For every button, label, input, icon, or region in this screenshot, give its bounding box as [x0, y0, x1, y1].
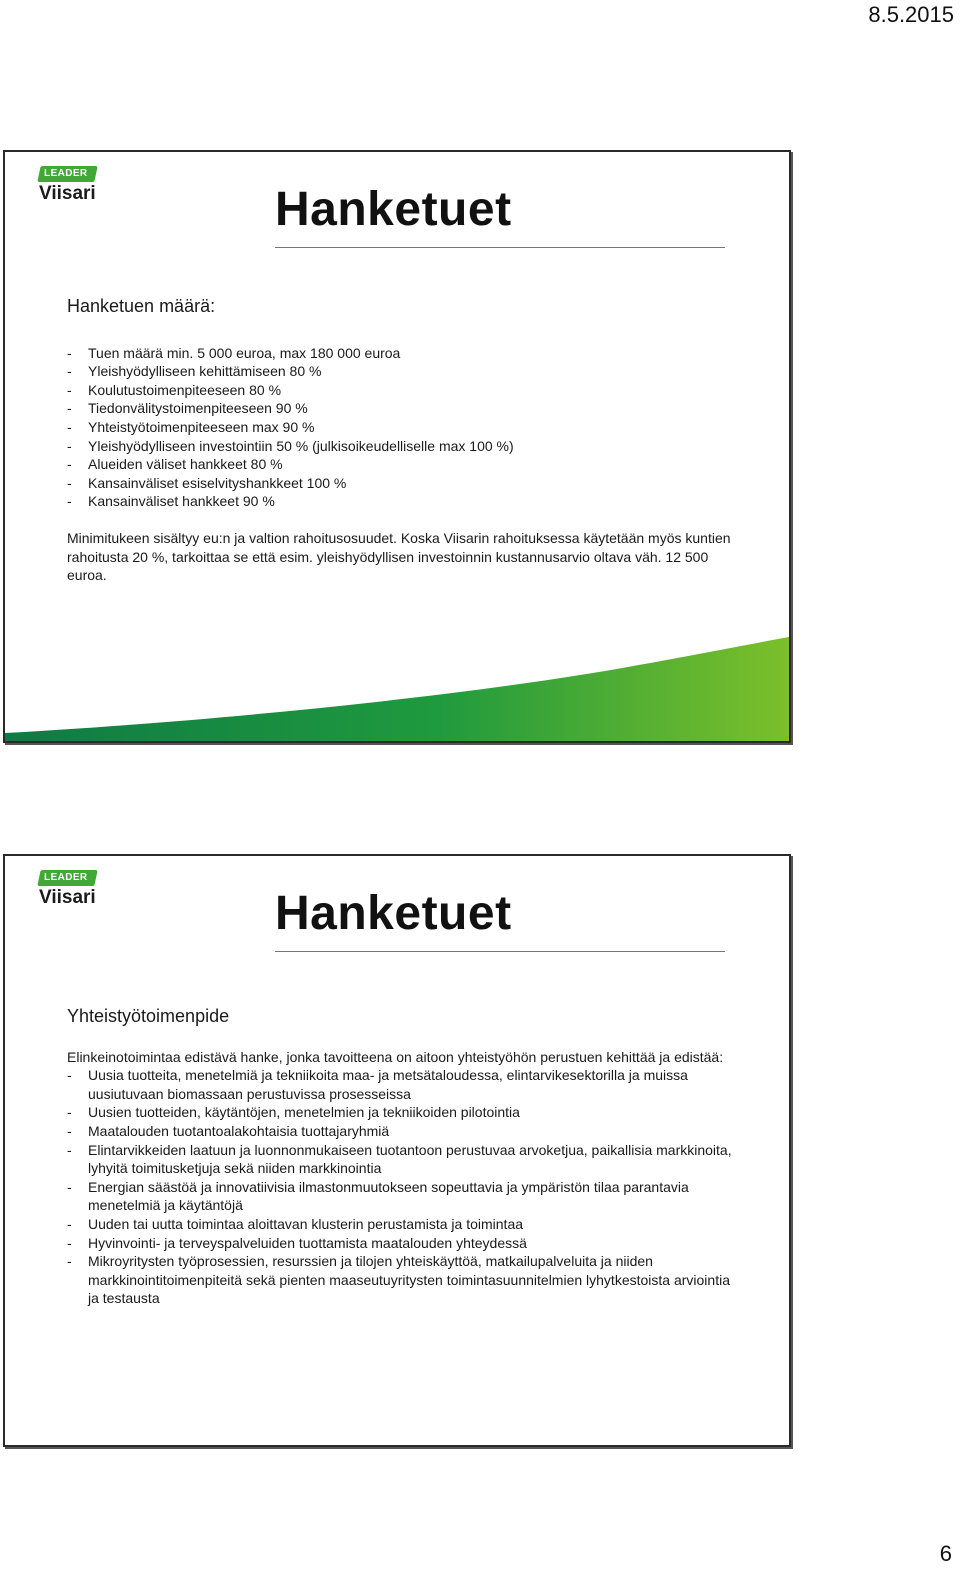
title-divider: [275, 951, 725, 952]
list-item: - Koulutustoimenpiteeseen 80 %: [67, 381, 737, 400]
intro-paragraph: Elinkeinotoimintaa edistävä hanke, jonka tavoitteena on aitoon yhteistyöhön perustuen kehittää ja edistää:: [67, 1048, 724, 1065]
list-item: - Hyvinvointi- ja terveyspalveluiden tuottamista maatalouden yhteydessä: [67, 1234, 737, 1253]
viisari-logo: [37, 166, 117, 210]
leader-badge: LEADER: [37, 870, 97, 886]
list-item: - Kansainväliset esiselvityshankkeet 100 %: [67, 474, 737, 493]
logo-name: Viisari: [39, 183, 96, 204]
bullet-list: [67, 1066, 737, 1308]
list-item: - Maatalouden tuotantoalakohtaisia tuottajaryhmiä: [67, 1122, 737, 1141]
list-item: - Yleishyödylliseen kehittämiseen 80 %: [67, 362, 737, 381]
section-heading: Hanketuen määrä:: [67, 296, 216, 316]
slide-content: [67, 297, 737, 585]
leader-badge: LEADER: [37, 166, 97, 182]
slide-2: [3, 854, 791, 1447]
list-item: - Alueiden väliset hankkeet 80 %: [67, 455, 737, 474]
page-date: 8.5.2015: [868, 2, 954, 27]
list-item: - Uusia tuotteita, menetelmiä ja tekniikoita maa- ja metsätaloudessa, elintarvikesektorilla ja muissa uusiutuvaan biomassaan perustuvissa prosesseissa: [67, 1066, 737, 1103]
list-item: - Elintarvikkeiden laatuun ja luonnonmukaiseen tuotantoon perustuvaa arvoketjua, paikallisia markkinoita, lyhyitä toimitusketjuja sekä niiden markkinointia: [67, 1141, 737, 1178]
slide-title: Hanketuet: [275, 183, 512, 236]
list-item: - Yleishyödylliseen investointiin 50 % (julkisoikeudelliselle max 100 %): [67, 437, 737, 456]
viisari-logo: [37, 870, 117, 914]
section-heading: Yhteistyötoimenpide: [67, 1006, 230, 1026]
list-item: - Uuden tai uutta toimintaa aloittavan klusterin perustamista ja toimintaa: [67, 1215, 737, 1234]
slide-title: Hanketuet: [275, 887, 512, 940]
list-item: - Tiedonvälitystoimenpiteeseen 90 %: [67, 399, 737, 418]
list-item: - Energian säästöä ja innovatiivisia ilmastonmuutokseen sopeuttavia ja ympäristön tilaa parantavia menetelmiä ja käytäntöjä: [67, 1178, 737, 1215]
list-item: - Mikroyritysten työprosessien, resurssien ja tilojen yhteiskäyttöä, matkailupalveluita ja niiden markkinointitoimenpiteitä sekä pienten maaseutuyritysten toimintasuunnitelmien lyhytkestoista arviointia ja testausta: [67, 1252, 737, 1308]
funding-note: Minimitukeen sisältyy eu:n ja valtion rahoitusosuudet. Koska Viisarin rahoituksessa käytetään myös kuntien rahoitusta 20 %, tarkoittaa se että esim. yleishyödyllisen investoinnin kustannusarvio oltava väh. 12 500 euroa.: [67, 529, 731, 584]
list-item: - Yhteistyötoimenpiteeseen max 90 %: [67, 418, 737, 437]
slide-content: [67, 1007, 737, 1308]
page-number: 6: [939, 1541, 952, 1566]
list-item: - Uusien tuotteiden, käytäntöjen, menetelmien ja tekniikoiden pilotointia: [67, 1103, 737, 1122]
list-item: - Tuen määrä min. 5 000 euroa, max 180 000 euroa: [67, 344, 737, 363]
title-divider: [275, 247, 725, 248]
slide-1: [3, 150, 791, 743]
logo-name: Viisari: [39, 887, 96, 908]
list-item: - Kansainväliset hankkeet 90 %: [67, 492, 737, 511]
green-wave-decoration: [5, 631, 789, 741]
bullet-list: [67, 344, 737, 511]
